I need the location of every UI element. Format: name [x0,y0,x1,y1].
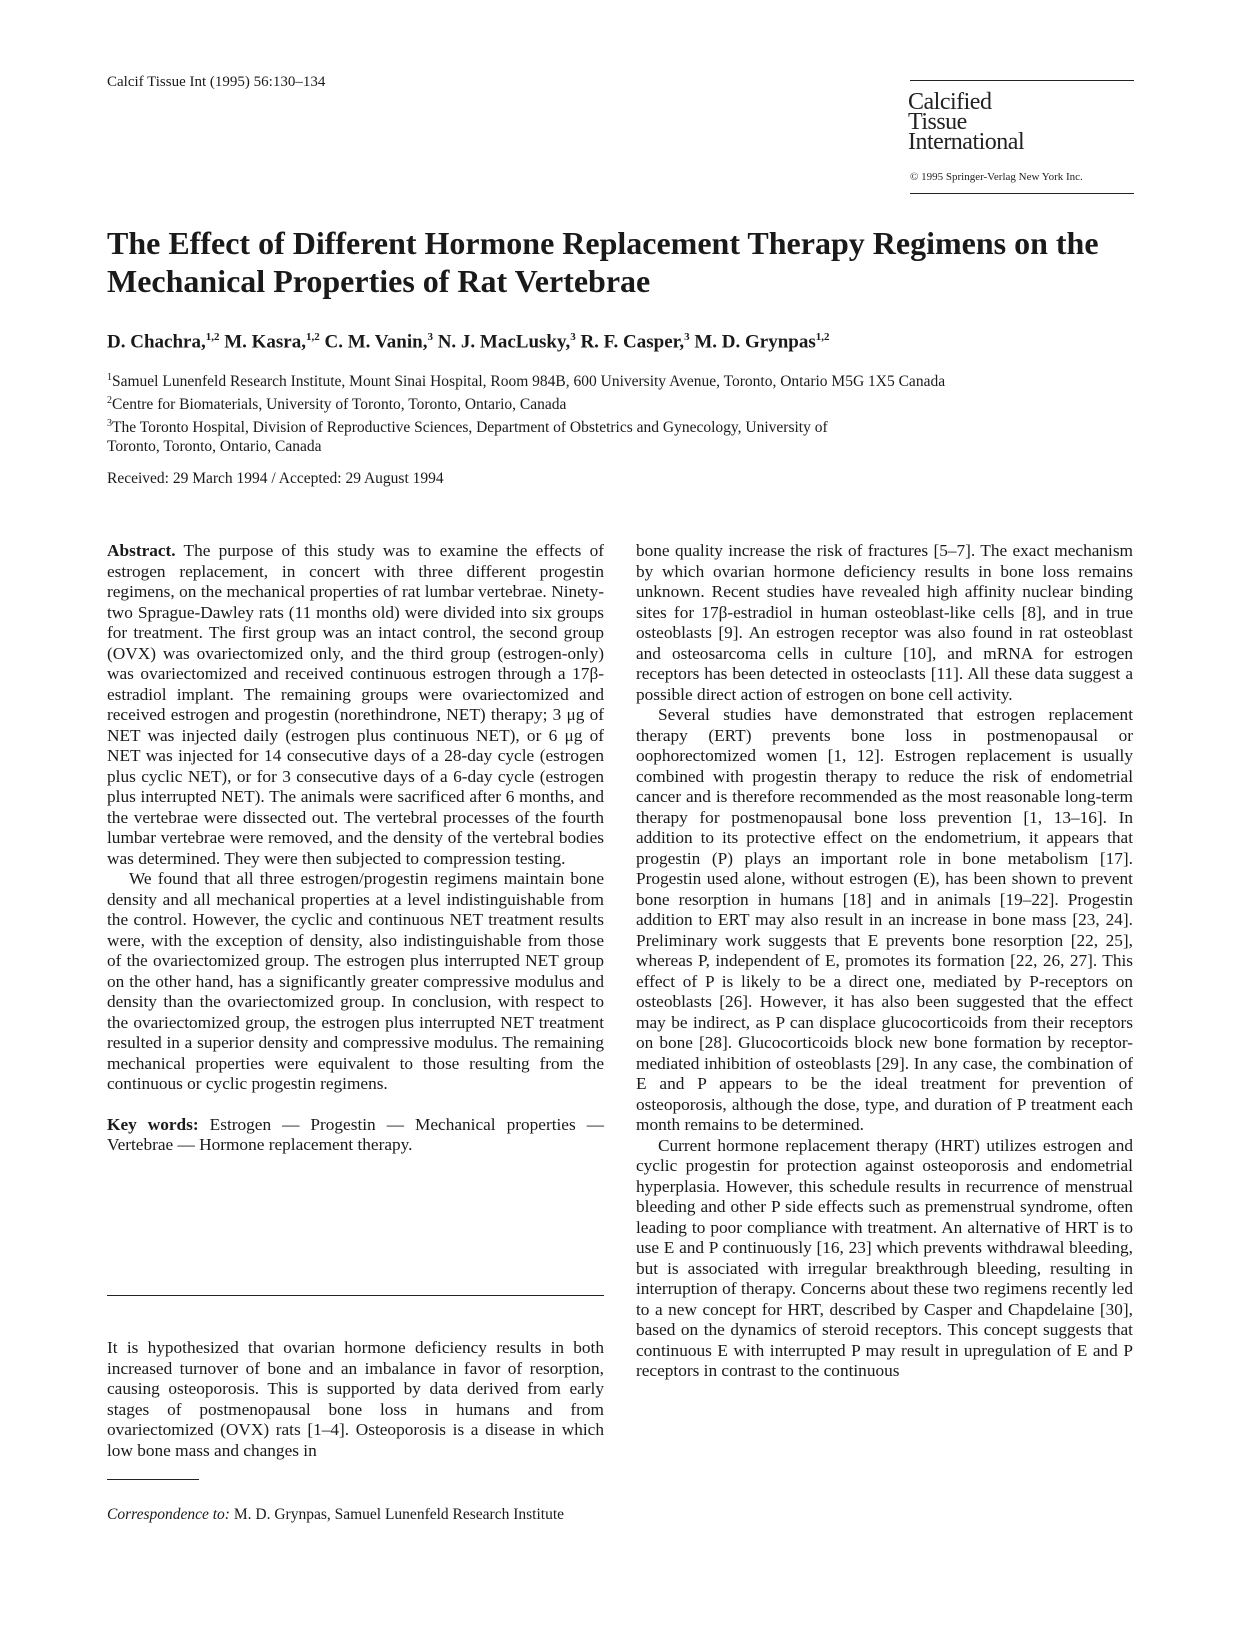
logo-line-1: Calcified [908,89,992,115]
keywords-label: Key words: [107,1114,199,1134]
author: N. J. MacLusky, [437,331,571,353]
affiliation-line: $^3$The Toronto Hospital, Division of Reproductive Sciences, Department of Obstetrics and Gynecology, University of [107,418,828,437]
affiliation-line: $^2$Centre for Biomaterials, University of Toronto, Toronto, Ontario, Canada [107,395,567,414]
copyright-notice: © 1995 Springer-Verlag New York Inc. [910,171,1083,183]
received-dates: Received: 29 March 1994 / Accepted: 29 August 1994 [107,470,444,487]
footnote-rule [107,1479,199,1480]
author-affil-sup: 3 [427,331,433,343]
affiliation-line: Toronto, Toronto, Ontario, Canada [107,438,322,456]
abstract-column [107,541,604,1156]
header-rule-bottom [910,193,1134,194]
abstract-paragraph-2: We found that all three estrogen/progestin regimens maintain bone density and all mechanical properties at a level indistinguishable from the control. However, the cyclic and continuous NET treatment results were, with the exception of density, also indistinguishable from those of the ovariectomized group. The estrogen plus interrupted NET group on the other hand, has a significantly greater compressive modulus and density than the ovariectomized group. In conclusion, with respect to the ovariectomized group, the estrogen plus interrupted NET treatment resulted in a superior density and compressive modulus. The remaining mechanical properties were equivalent to those resulting from the continuous or cyclic progestin regimens. [107,869,604,1093]
intro-paragraph: It is hypothesized that ovarian hormone deficiency results in both increased turnover of bone and an imbalance in favor of resorption, causing osteoporosis. This is supported by data derived from early stages of postmenopausal bone loss in humans and from ovariectomized (OVX) rats [1–4]. Osteoporosis is a disease in which low bone mass and changes in [107,1338,604,1460]
author-affil-sup: 1,2 [815,331,830,343]
author-affil-sup: 1,2 [306,331,320,343]
logo-line-2: Tissue [908,109,967,135]
affiliation-line: $^1$Samuel Lunenfeld Research Institute, Mount Sinai Hospital, Room 984B, 600 University Avenue, Toronto, Ontario M5G 1X5 Canada [107,372,946,391]
correspondence-label: Correspondence to: [107,1506,230,1523]
header-rule-top [910,80,1134,81]
author-affil-sup: 3 [570,331,576,343]
correspondence-footnote: Correspondence to: M. D. Grynpas, Samuel Lunenfeld Research Institute [107,1506,565,1523]
keywords: Key words: Estrogen — Progestin — Mechanical properties — Vertebrae — Hormone replacement therapy. [107,1114,604,1154]
article-title: The Effect of Different Hormone Replacement Therapy Regimens on the Mechanical Properties of Rat Vertebrae [107,225,1099,299]
body-right-column [636,541,1133,1382]
abstract-label: Abstract. [107,541,176,560]
author: M. D. Grynpas [694,331,816,353]
journal-logo [908,89,1138,155]
abstract-paragraph-1: Abstract. The purpose of this study was to examine the effects of estrogen replacement, in concert with three different progestin regimens, on the mechanical properties of rat lumbar vertebrae. Ninety-two Sprague-Dawley rats (11 months old) were divided into six groups for treatment. The first group was an intact control, the second group (OVX) was ovariectomized only, and the third group (estrogen-only) was ovariectomized and received continuous estrogen through a 17β-estradiol implant. The remaining groups were ovariectomized and received estrogen and progestin (norethindrone, NET) therapy; 3 μg of NET was injected daily (estrogen plus continuous NET), or 6 μg of NET was injected for 14 consecutive days of a 28-day cycle (estrogen plus cyclic NET), or for 3 consecutive days of a 6-day cycle (estrogen plus interrupted NET). The animals were sacrificed after 6 months, and the vertebrae were dissected out. The vertebral processes of the fourth lumbar vertebrae were removed, and the density of the vertebral bodies was determined. They were then subjected to compression testing. [107,541,604,868]
author: C. M. Vanin, [324,331,428,353]
author-list [107,331,830,353]
author: D. Chachra, [107,331,206,353]
body-paragraph: Several studies have demonstrated that estrogen replacement therapy (ERT) prevents bone loss in postmenopausal or oophorectomized women [1, 12]. Estrogen replacement is usually combined with progestin therapy to reduce the risk of endometrial cancer and is therefore recommended as the most reasonable long-term therapy for postmenopausal bone loss prevention [1, 13–16]. In addition to its protective effect on the endometrium, it appears that progestin (P) plays an important role in bone metabolism [17]. Progestin used alone, without estrogen (E), has been shown to prevent bone resorption in humans [18] and in animals [19–22]. Progestin addition to ERT may also result in an increase in bone mass [23, 24]. Preliminary work suggests that E prevents bone resorption [22, 25], whereas P, independent of E, promotes its formation [22, 26, 27]. This effect of P is likely to be a direct one, mediated by P-receptors on osteoblasts [26]. However, it has also been suggested that the effect may be indirect, as P can displace glucocorticoids from their receptors on bone [28]. Glucocorticoids block new bone formation by receptor-mediated inhibition of osteoblasts [29]. In any case, the combination of E and P appears to be the ideal treatment for prevention of osteoporosis, although the dose, type, and duration of P treatment each month remains to be determined. [636,705,1133,1134]
abstract-divider [107,1295,604,1296]
body-paragraph: Current hormone replacement therapy (HRT) utilizes estrogen and cyclic progestin for protection against osteoporosis and endometrial hyperplasia. However, this schedule results in recurrence of menstrual bleeding and other P side effects such as premenstrual syndrome, often leading to poor compliance with treatment. An alternative of HRT is to use E and P continuously [16, 23] which prevents withdrawal bleeding, but is associated with irregular breakthrough bleeding, resulting in interruption of therapy. Concerns about these two regimens recently led to a new concept for HRT, described by Casper and Chapdelaine [30], based on the dynamics of steroid receptors. This concept suggests that continuous E with interrupted P may result in upregulation of E and P receptors in contrast to the continuous [636,1135,1133,1380]
author: M. Kasra, [224,331,306,353]
body-paragraph: bone quality increase the risk of fractures [5–7]. The exact mechanism by which ovarian hormone deficiency results in bone loss remains unknown. Recent studies have revealed high affinity nuclear binding sites for 17β-estradiol in human osteoblast-like cells [8], and in true osteoblasts [9]. An estrogen receptor was also found in rat osteoblast and osteosarcoma cells in culture [10], and mRNA for estrogen receptors has been detected in osteoclasts [11]. All these data suggest a possible direct action of estrogen on bone cell activity. [636,541,1133,704]
logo-line-3: International [908,129,1025,155]
author: R. F. Casper, [580,331,685,353]
journal-citation: Calcif Tissue Int (1995) 56:130–134 [107,74,326,90]
author-affil-sup: 3 [684,331,690,343]
affiliations [107,368,1147,456]
author-affil-sup: 1,2 [205,331,220,343]
